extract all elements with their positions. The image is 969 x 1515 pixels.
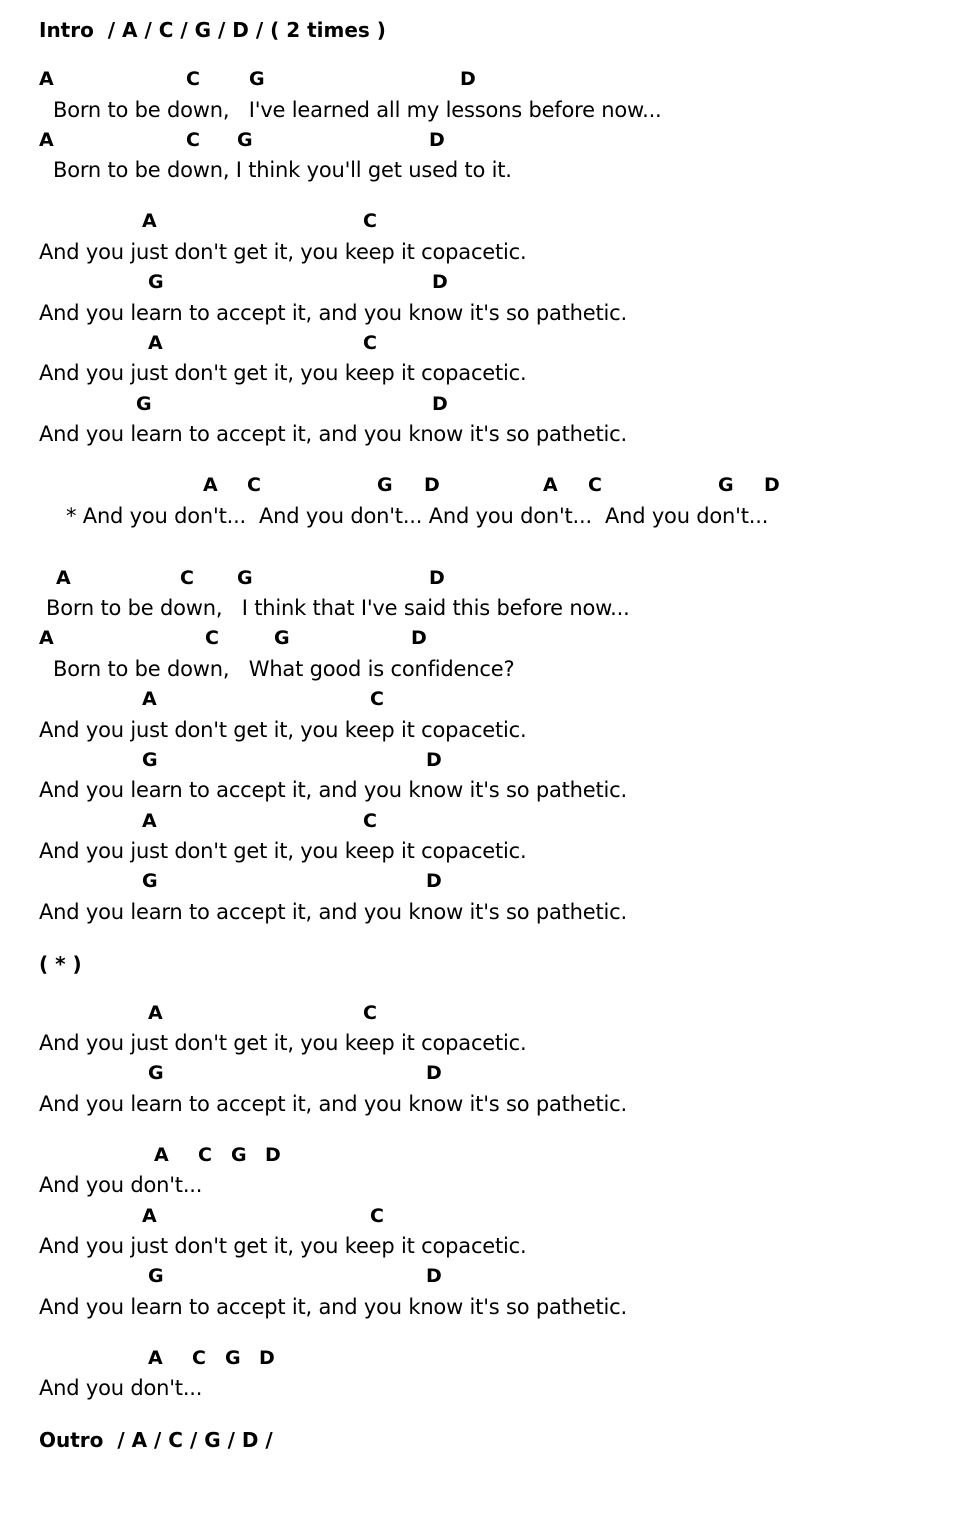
- chord: C: [205, 627, 219, 649]
- chord: A: [148, 1002, 163, 1024]
- chord: A: [148, 1347, 163, 1369]
- chord: C: [588, 474, 602, 496]
- lyric-line: Born to be down, What good is confidence?: [53, 657, 515, 681]
- chord: D: [426, 749, 442, 771]
- chord: G: [249, 68, 265, 90]
- chord: A: [39, 627, 54, 649]
- chord: G: [136, 393, 152, 415]
- chord: D: [432, 271, 448, 293]
- chord: D: [429, 129, 445, 151]
- chord: A: [142, 210, 157, 232]
- lyric-line: Born to be down, I think that I've said this before now...: [46, 596, 630, 620]
- chord: A: [148, 332, 163, 354]
- repeat-marker: ( * ): [39, 952, 82, 976]
- chord: D: [764, 474, 780, 496]
- chord: C: [180, 567, 194, 589]
- chord: D: [460, 68, 476, 90]
- chord: G: [237, 567, 253, 589]
- chord: G: [148, 1265, 164, 1287]
- chord: G: [274, 627, 290, 649]
- lyric-line: And you learn to accept it, and you know it's so pathetic.: [39, 778, 627, 802]
- chord: C: [370, 1205, 384, 1227]
- chord: A: [142, 688, 157, 710]
- lyric-line: And you learn to accept it, and you know it's so pathetic.: [39, 1092, 627, 1116]
- lyric-line: And you just don't get it, you keep it copacetic.: [39, 240, 527, 264]
- chord: G: [237, 129, 253, 151]
- lyric-line: And you don't...: [39, 1173, 203, 1197]
- chord: G: [377, 474, 393, 496]
- chord: A: [39, 68, 54, 90]
- chord: A: [154, 1144, 169, 1166]
- chord: D: [432, 393, 448, 415]
- lyric-line: And you just don't get it, you keep it copacetic.: [39, 1031, 527, 1055]
- chord: A: [56, 567, 71, 589]
- lyric-line: And you just don't get it, you keep it copacetic.: [39, 1234, 527, 1258]
- chord: G: [718, 474, 734, 496]
- outro-line: Outro / A / C / G / D /: [39, 1428, 273, 1452]
- lyric-line: * And you don't... And you don't... And you don't... And you don't...: [66, 504, 769, 528]
- chord: D: [259, 1347, 275, 1369]
- chord: D: [424, 474, 440, 496]
- lyric-line: Born to be down, I think you'll get used to it.: [53, 158, 512, 182]
- chord: D: [426, 1062, 442, 1084]
- chord: C: [363, 332, 377, 354]
- chord: C: [192, 1347, 206, 1369]
- lyric-line: And you learn to accept it, and you know it's so pathetic.: [39, 900, 627, 924]
- chord: D: [429, 567, 445, 589]
- chord: C: [363, 810, 377, 832]
- lyric-line: Born to be down, I've learned all my lessons before now...: [53, 98, 662, 122]
- lyric-line: And you learn to accept it, and you know it's so pathetic.: [39, 422, 627, 446]
- chord: C: [198, 1144, 212, 1166]
- chord: C: [247, 474, 261, 496]
- chord: D: [426, 870, 442, 892]
- chord: A: [142, 1205, 157, 1227]
- intro-line: Intro / A / C / G / D / ( 2 times ): [39, 18, 386, 42]
- lyric-line: And you learn to accept it, and you know it's so pathetic.: [39, 1295, 627, 1319]
- chord: D: [411, 627, 427, 649]
- chord: G: [142, 870, 158, 892]
- chord: G: [142, 749, 158, 771]
- chord: D: [265, 1144, 281, 1166]
- chord: A: [142, 810, 157, 832]
- chord: G: [148, 1062, 164, 1084]
- chord: A: [39, 129, 54, 151]
- lyric-line: And you just don't get it, you keep it copacetic.: [39, 718, 527, 742]
- lyric-line: And you don't...: [39, 1376, 203, 1400]
- lyric-line: And you just don't get it, you keep it copacetic.: [39, 839, 527, 863]
- lyric-line: And you just don't get it, you keep it copacetic.: [39, 361, 527, 385]
- chord: G: [225, 1347, 241, 1369]
- chord: C: [186, 68, 200, 90]
- chord: G: [148, 271, 164, 293]
- chord: C: [363, 210, 377, 232]
- chord: C: [363, 1002, 377, 1024]
- chord: G: [231, 1144, 247, 1166]
- chord: A: [203, 474, 218, 496]
- chord: D: [426, 1265, 442, 1287]
- chord: C: [186, 129, 200, 151]
- lyric-line: And you learn to accept it, and you know it's so pathetic.: [39, 301, 627, 325]
- chord: A: [543, 474, 558, 496]
- chord: C: [370, 688, 384, 710]
